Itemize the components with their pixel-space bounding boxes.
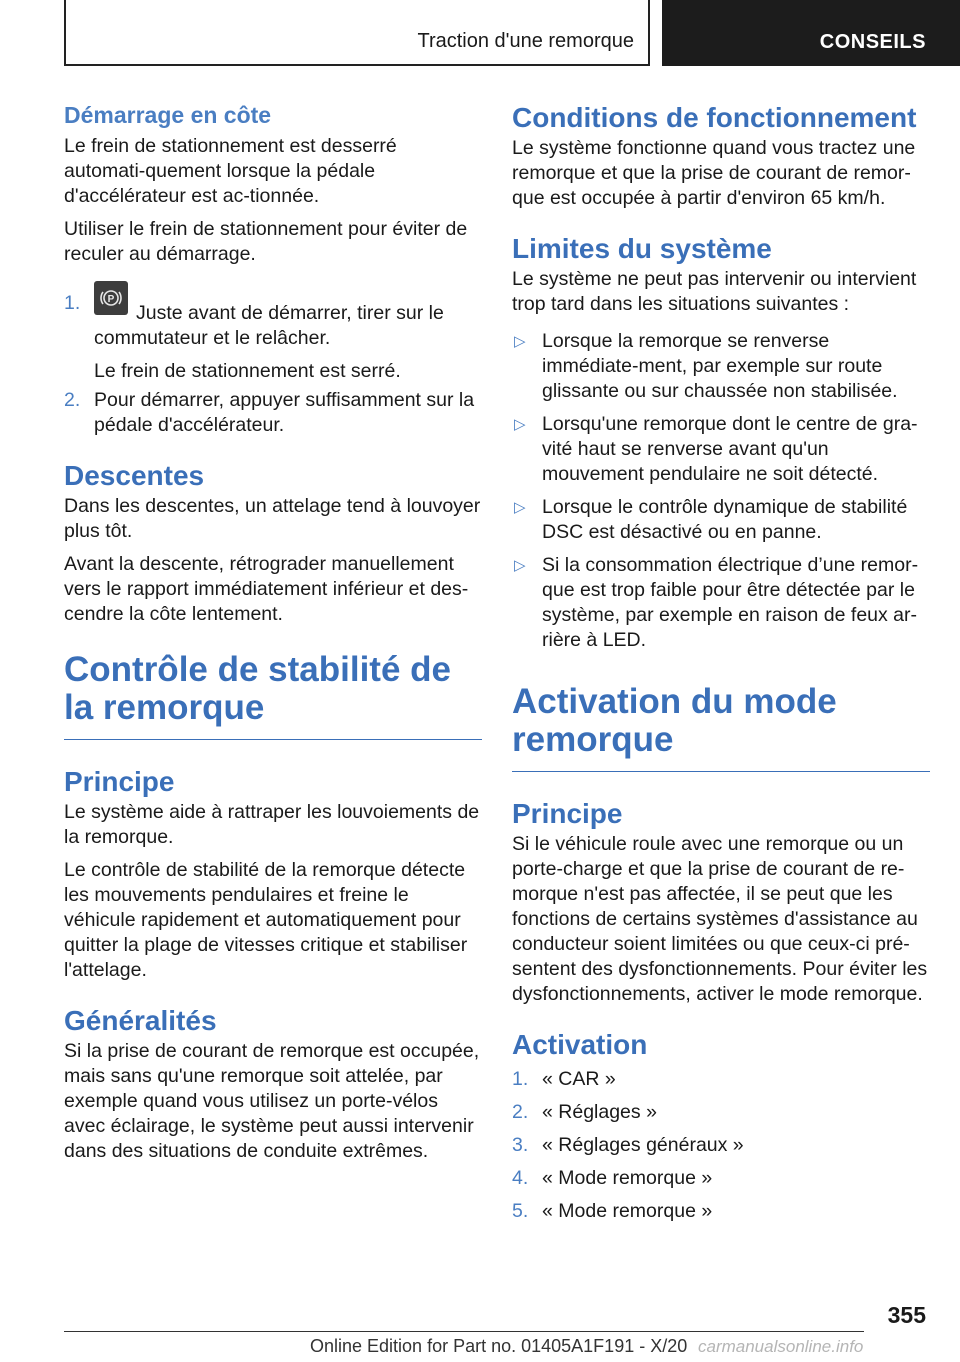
paragraph: Le frein de stationnement est desserré automati-quement lorsque la pédale d'accélérateur est ac-tionnée.	[64, 135, 397, 207]
footer-edition: Online Edition for Part no. 01405A1F191 - X/20	[310, 1336, 688, 1356]
triangle-bullet-icon: ▷	[514, 416, 526, 433]
triangle-bullet-icon: ▷	[514, 557, 526, 574]
heading-descentes: Descentes	[64, 460, 205, 491]
heading-conditions: Conditions de fonctionnement	[512, 102, 917, 133]
section-tab[interactable]	[662, 0, 960, 66]
bullet-item	[512, 412, 930, 487]
step-text: « Réglages généraux »	[542, 1134, 744, 1156]
bullet-text: Lorsque la remorque se renverse immédiate-ment, par exemple sur route glissante ou sur chaussée non stabilisée.	[542, 330, 898, 402]
section-tab-label: CONSEILS	[819, 31, 926, 53]
step-number: 2.	[512, 1101, 529, 1123]
paragraph: Utiliser le frein de stationnement pour éviter de reculer au démarrage.	[64, 218, 468, 265]
page-number: 355	[887, 1302, 926, 1328]
bullet-text: Lorsqu'une remorque dont le centre de gra-vité haut se renverse avant qu'un mouvement pendulaire ne soit détecté.	[542, 413, 918, 485]
bullet-item	[512, 329, 930, 404]
watermark: carmanualsonline.info	[698, 1337, 864, 1356]
heading-activation-mode-remorque: Activation du mode remorque	[512, 683, 930, 772]
paragraph: Le système aide à rattraper les louvoiements de la remorque.	[64, 801, 480, 848]
step-text: « Réglages »	[542, 1101, 657, 1123]
svg-text:P: P	[107, 294, 115, 305]
step-text: Juste avant de démarrer, tirer sur le commutateur et le relâcher.	[94, 302, 444, 349]
paragraph: Avant la descente, rétrograder manuellement vers le rapport immédiatement inférieur et des-cendre la côte lentement.	[64, 553, 469, 625]
step-number: 1.	[64, 292, 81, 314]
footer-divider	[64, 1331, 864, 1332]
heading-limites: Limites du système	[512, 233, 772, 264]
bullet-item	[512, 495, 930, 545]
step-text: « Mode remorque »	[542, 1167, 713, 1189]
step-number: 5.	[512, 1200, 529, 1222]
paragraph: Le système ne peut pas intervenir ou intervient trop tard dans les situations suivantes :	[512, 268, 917, 315]
heading-principe: Principe	[64, 766, 175, 797]
bullet-item	[512, 553, 930, 653]
paragraph: Si le véhicule roule avec une remorque ou un porte-charge et que la prise de courant de re-morque n'est pas affectée, il se peut que les fonctions de certains systèmes d'assistance au conducteur soient limitées ou que ceux-ci pré-sentent des dysfonctionnements. Pour éviter les dysfonctionnements, activer le mode remorque.	[512, 833, 928, 1005]
list-item-activation-4	[512, 1166, 930, 1191]
triangle-bullet-icon: ▷	[514, 499, 526, 516]
step-text: Pour démarrer, appuyer suffisamment sur la pédale d'accélérateur.	[94, 389, 475, 436]
step-text: « Mode remorque »	[542, 1200, 713, 1222]
parking-brake-switch-icon	[94, 281, 128, 315]
step-result: Le frein de stationnement est serré.	[94, 360, 401, 382]
list-item-activation-5	[512, 1199, 930, 1224]
paragraph: Dans les descentes, un attelage tend à louvoyer plus tôt.	[64, 495, 481, 542]
step-number: 4.	[512, 1167, 529, 1189]
step-number: 2.	[64, 389, 81, 411]
bullet-text: Si la consommation électrique d’une remor-que est trop faible pour être détectée par le système, par exemple en raison de feux ar-rière à LED.	[542, 554, 919, 651]
chapter-title: Traction d'une remorque	[417, 30, 634, 52]
heading-activation: Activation	[512, 1029, 648, 1060]
list-item-activation-2	[512, 1100, 930, 1125]
heading-demarrage: Démarrage en côte	[64, 102, 272, 128]
triangle-bullet-icon: ▷	[514, 333, 526, 350]
step-text: « CAR »	[542, 1068, 616, 1090]
step-number: 3.	[512, 1134, 529, 1156]
paragraph: Si la prise de courant de remorque est occupée, mais sans qu'une remorque soit attelée, par exemple quand vous utilisez un porte-vélos avec éclairage, le système peut aussi intervenir dans des situations de conduite extrêmes.	[64, 1040, 480, 1162]
list-item-step-2	[64, 388, 482, 438]
bullet-text: Lorsque le contrôle dynamique de stabilité DSC est désactivé ou en panne.	[542, 496, 908, 543]
paragraph: Le contrôle de stabilité de la remorque détecte les mouvements pendulaires et freine le véhicule rapidement et automatiquement pour quitter la plage de vitesses critique et stabiliser l'attelage.	[64, 859, 468, 981]
right-column	[512, 100, 930, 1224]
heading-principe: Principe	[512, 798, 623, 829]
left-column	[64, 100, 482, 1164]
header-frame	[64, 0, 650, 66]
list-item-activation-3	[512, 1133, 930, 1158]
list-item-step-1	[64, 291, 482, 384]
paragraph: Le système fonctionne quand vous tractez une remorque et que la prise de courant de remor-que est occupée à partir d'environ 65 km/h.	[512, 137, 916, 209]
step-number: 1.	[512, 1068, 529, 1090]
heading-controle-stabilite: Contrôle de stabilité de la remorque	[64, 651, 482, 740]
list-item-activation-1	[512, 1067, 930, 1092]
heading-generalites: Généralités	[64, 1005, 217, 1036]
